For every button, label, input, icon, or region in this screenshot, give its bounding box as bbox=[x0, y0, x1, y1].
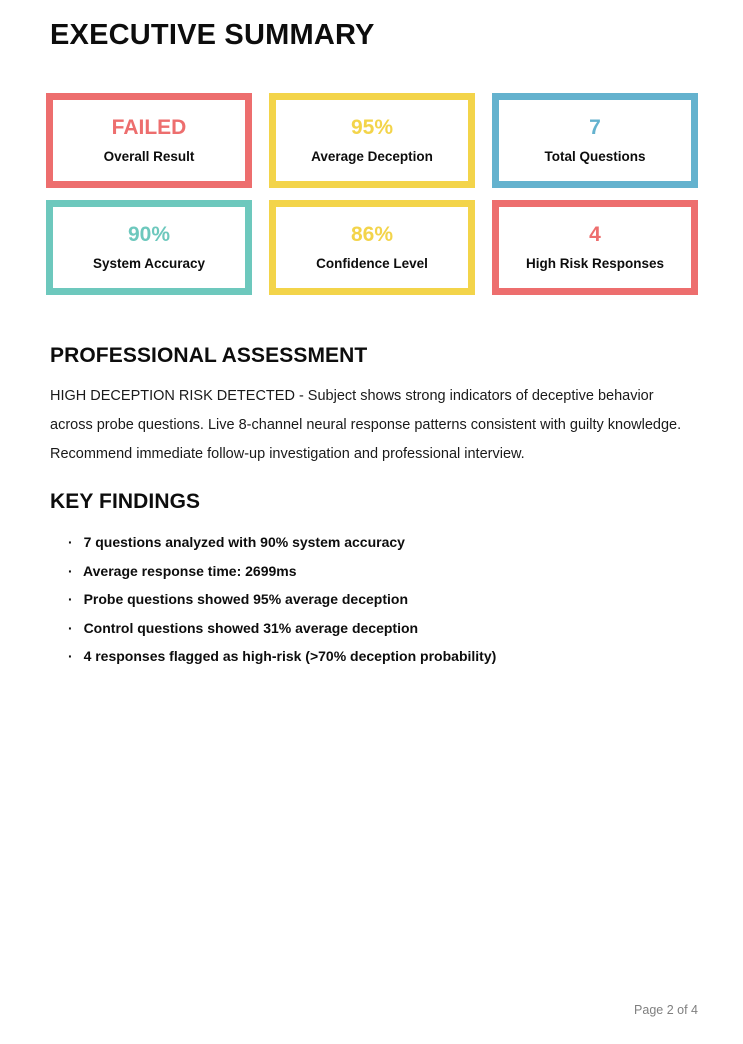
stat-card bbox=[492, 93, 698, 188]
findings-heading: KEY FINDINGS bbox=[50, 490, 201, 513]
bullet-icon: · bbox=[68, 591, 73, 607]
stat-card bbox=[269, 93, 475, 188]
page-number: Page 2 of 4 bbox=[634, 1003, 698, 1017]
stat-label: Overall Result bbox=[103, 149, 195, 164]
stat-card bbox=[46, 93, 252, 188]
stat-value: 95% bbox=[350, 116, 394, 139]
bullet-icon: · bbox=[68, 648, 73, 664]
stat-card bbox=[492, 200, 698, 295]
finding-item bbox=[50, 642, 698, 671]
bullet-icon: · bbox=[68, 534, 73, 550]
stat-label: Confidence Level bbox=[316, 256, 428, 271]
finding-text: 7 questions analyzed with 90% system accuracy bbox=[83, 534, 405, 550]
finding-text: Probe questions showed 95% average deception bbox=[83, 591, 408, 607]
finding-text: Control questions showed 31% average deception bbox=[83, 619, 419, 636]
finding-item bbox=[50, 614, 698, 643]
finding-item bbox=[50, 557, 698, 586]
findings-list bbox=[50, 528, 698, 671]
bullet-icon: · bbox=[68, 562, 73, 579]
finding-item bbox=[50, 585, 698, 614]
stat-label: System Accuracy bbox=[92, 256, 206, 271]
summary-cards bbox=[46, 93, 698, 295]
page-title: EXECUTIVE SUMMARY bbox=[50, 19, 375, 51]
stat-value: 86% bbox=[350, 223, 394, 246]
stat-value: 90% bbox=[127, 223, 171, 246]
stat-card bbox=[46, 200, 252, 295]
stat-label: High Risk Responses bbox=[525, 256, 665, 271]
finding-text: 4 responses flagged as high-risk (>70% deception probability) bbox=[83, 648, 497, 664]
stat-value: FAILED bbox=[111, 116, 187, 139]
assessment-heading: PROFESSIONAL ASSESSMENT bbox=[50, 344, 368, 367]
finding-text: Average response time: 2699ms bbox=[83, 562, 297, 579]
bullet-icon: · bbox=[68, 619, 73, 636]
stat-card bbox=[269, 200, 475, 295]
assessment-body: HIGH DECEPTION RISK DETECTED - Subject shows strong indicators of deceptive behavior across probe questions. Live 8-channel neural response patterns consistent with guilty knowledge. Recommend immediate follow-up investigation and professional interview. bbox=[50, 388, 682, 462]
stat-label: Total Questions bbox=[544, 149, 646, 164]
finding-item bbox=[50, 528, 698, 557]
stat-value: 7 bbox=[589, 116, 601, 139]
stat-label: Average Deception bbox=[311, 149, 433, 164]
stat-value: 4 bbox=[589, 223, 601, 246]
